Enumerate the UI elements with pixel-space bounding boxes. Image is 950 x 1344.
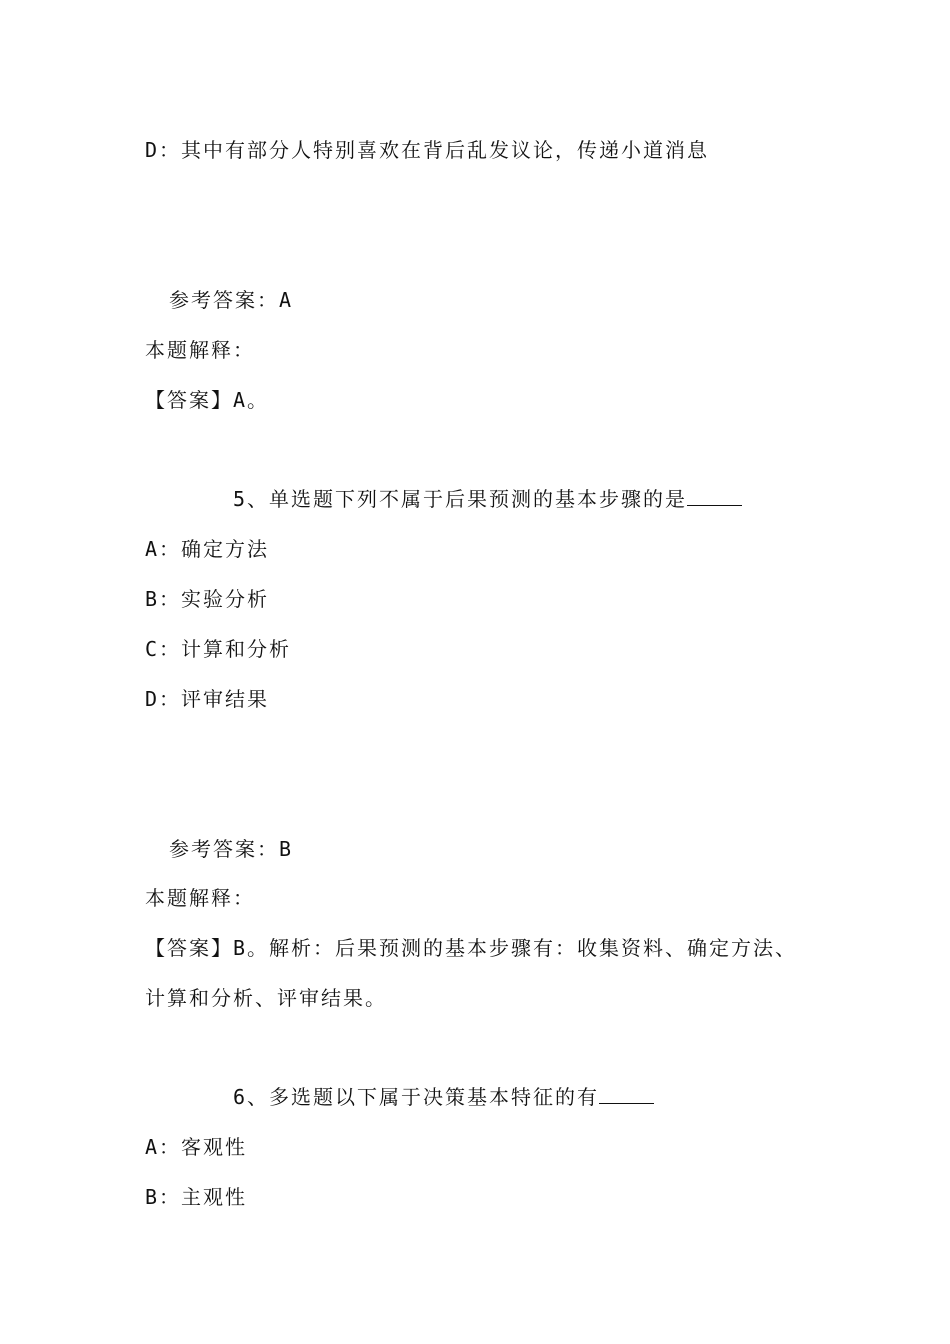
prev-explain-text: 【答案】A。 (145, 388, 270, 412)
prev-answer: 参考答案：A (169, 288, 294, 312)
q5-option-c: C：计算和分析 (145, 637, 292, 661)
q5-option-b: B：实验分析 (145, 587, 270, 611)
q5-explain-line2: 计算和分析、评审结果。 (145, 986, 387, 1010)
q5-answer-blank (687, 487, 742, 506)
q6-answer-blank (599, 1085, 654, 1104)
q5-answer: 参考答案：B (169, 837, 294, 861)
q6-title (233, 1084, 654, 1110)
q5-explain-line1: 【答案】B。解析：后果预测的基本步骤有：收集资料、确定方法、 (145, 936, 798, 960)
q6-option-b: B：主观性 (145, 1185, 248, 1209)
prev-option-d: D：其中有部分人特别喜欢在背后乱发议论，传递小道消息 (145, 138, 710, 162)
prev-explain-label: 本题解释： (145, 338, 255, 362)
q5-title-text: 5、单选题下列不属于后果预测的基本步骤的是 (233, 487, 688, 511)
q6-option-a: A：客观性 (145, 1135, 248, 1159)
q5-option-d: D：评审结果 (145, 687, 270, 711)
q6-title-text: 6、多选题以下属于决策基本特征的有 (233, 1085, 600, 1109)
q5-explain-label: 本题解释： (145, 886, 255, 910)
q5-title (233, 486, 742, 512)
q5-option-a: A：确定方法 (145, 537, 270, 561)
